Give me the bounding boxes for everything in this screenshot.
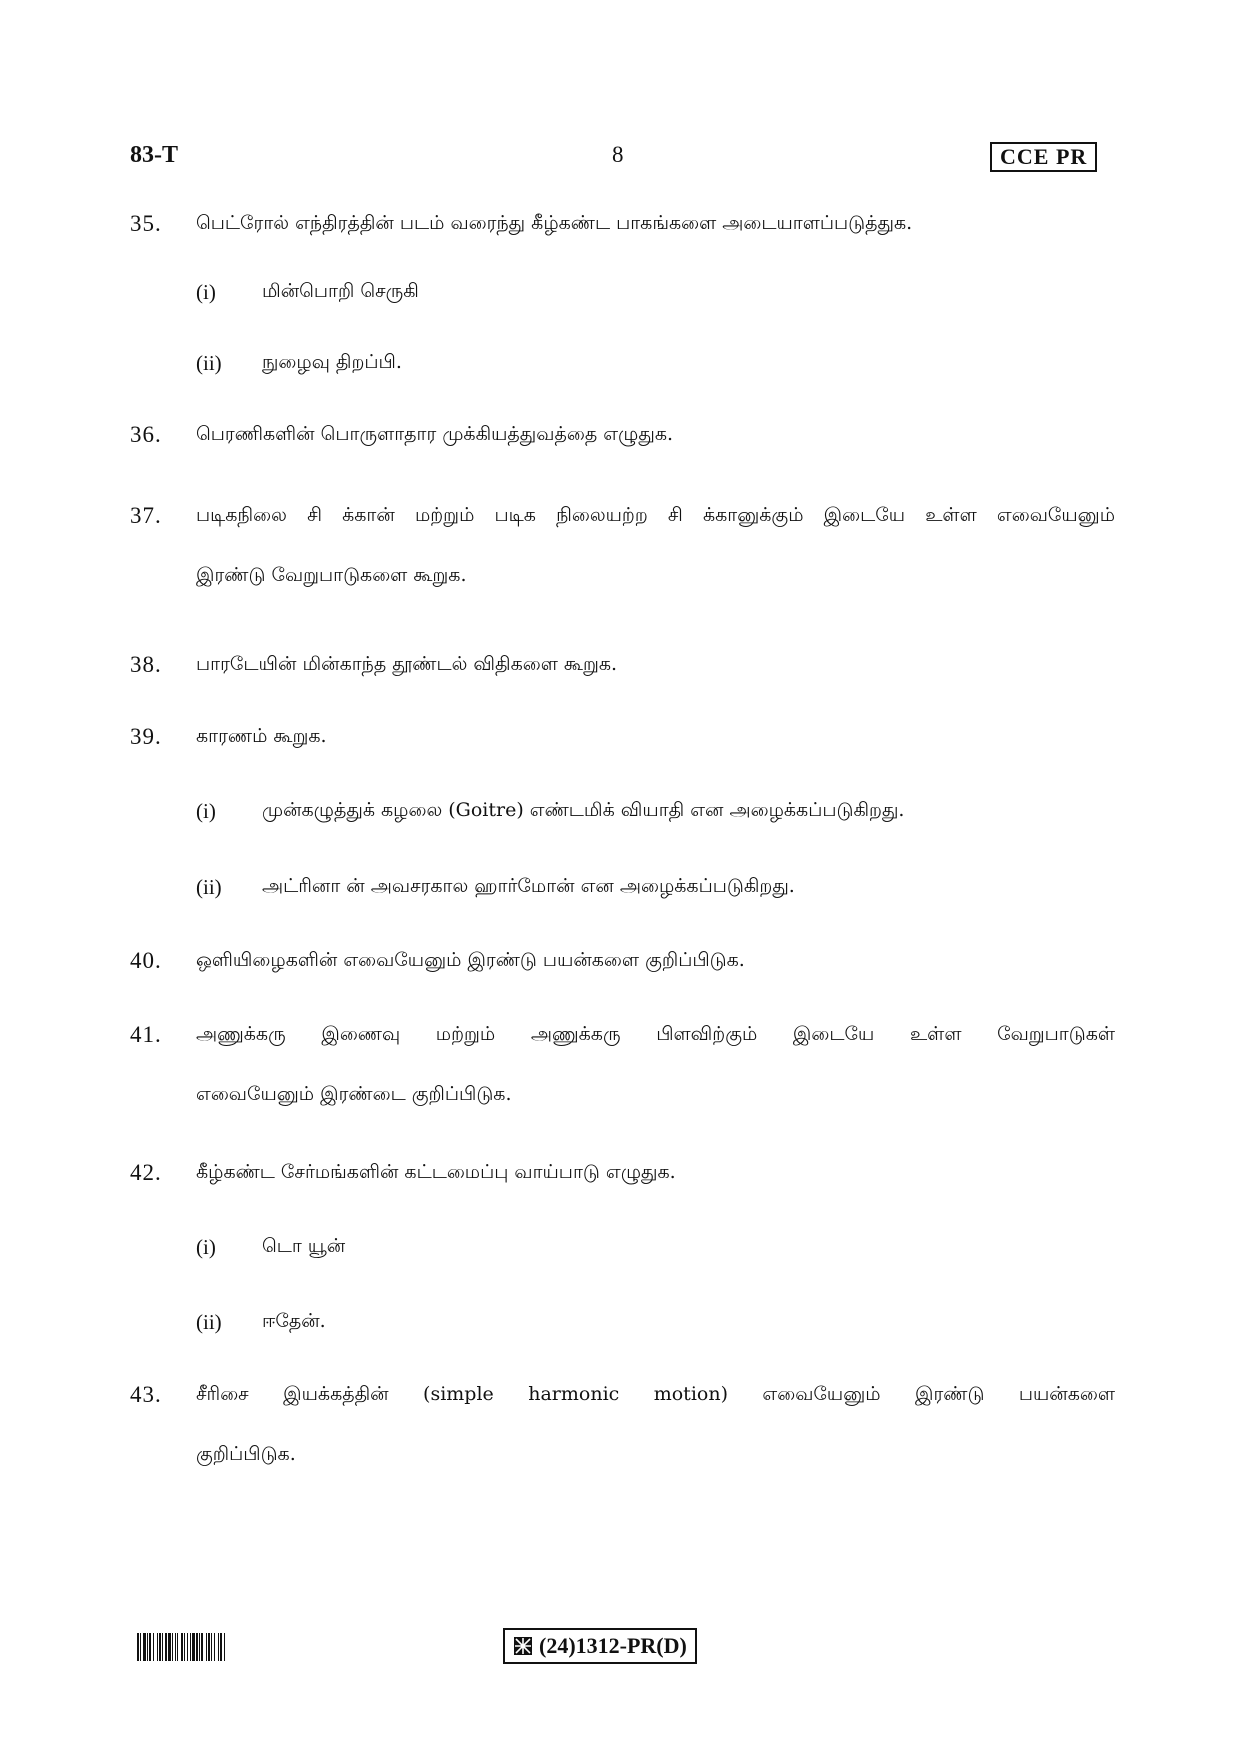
sub-text: டொ யூன்	[262, 1235, 346, 1257]
question-number: 38.	[130, 652, 162, 677]
question-text: கீழ்கண்ட சேர்மங்களின் கட்டமைப்பு வாய்பாடு எழுதுக.	[196, 1161, 676, 1183]
question-text	[196, 485, 1115, 605]
sub-label: (i)	[196, 1235, 216, 1259]
cross-box-icon	[513, 1636, 533, 1656]
sub-label: (i)	[196, 280, 216, 304]
question-line-1: சீரிசை இயக்கத்தின் (simple harmonic motion) எவையேனும் இரண்டு பயன்களை	[196, 1383, 1115, 1405]
question-number: 37.	[130, 503, 162, 528]
paper-code-box	[503, 1628, 697, 1664]
question-text	[196, 1364, 1115, 1484]
sub-text: நுழைவு திறப்பி.	[262, 351, 402, 373]
paper-code-header: 83-T	[130, 142, 178, 168]
sub-text: அட்ரினா ன் அவசரகால ஹார்மோன் என அழைக்கப்படுகிறது.	[262, 875, 795, 897]
page-number: 8	[612, 142, 624, 167]
question-number: 42.	[130, 1160, 162, 1185]
question-text: காரணம் கூறுக.	[196, 725, 327, 747]
sub-text: முன்கழுத்துக் கழலை (Goitre) எண்டமிக் வியாதி என அழைக்கப்படுகிறது.	[262, 799, 905, 821]
barcode	[137, 1633, 349, 1661]
series-box: CCE PR	[990, 142, 1097, 172]
question-text: ஒளியிழைகளின் எவையேனும் இரண்டு பயன்களை குறிப்பிடுக.	[196, 949, 745, 971]
paper-code: (24)1312-PR(D)	[539, 1633, 687, 1658]
question-line-1: படிகநிலை சி க்கான் மற்றும் படிக நிலையற்ற சி க்கானுக்கும் இடையே உள்ள எவையேனும்	[196, 504, 1115, 526]
question-number: 35.	[130, 211, 162, 236]
question-line-2: எவையேனும் இரண்டை குறிப்பிடுக.	[196, 1083, 512, 1105]
sub-text: ஈதேன்.	[262, 1310, 326, 1332]
question-line-2: குறிப்பிடுக.	[196, 1443, 296, 1465]
question-text: பெட்ரோல் எந்திரத்தின் படம் வரைந்து கீழ்கண்ட பாகங்களை அடையாளப்படுத்துக.	[196, 212, 913, 234]
question-text	[196, 1004, 1115, 1124]
question-line-2: இரண்டு வேறுபாடுகளை கூறுக.	[196, 564, 467, 586]
sub-label: (ii)	[196, 875, 222, 899]
sub-label: (i)	[196, 799, 216, 823]
question-text: பெரணிகளின் பொருளாதார முக்கியத்துவத்தை எழுதுக.	[196, 423, 674, 445]
sub-text: மின்பொறி செருகி	[262, 280, 419, 302]
question-number: 36.	[130, 422, 162, 447]
question-number: 39.	[130, 724, 162, 749]
question-number: 41.	[130, 1022, 162, 1047]
question-number: 43.	[130, 1382, 162, 1407]
question-number: 40.	[130, 948, 162, 973]
question-line-1: அணுக்கரு இணைவு மற்றும் அணுக்கரு பிளவிற்கும் இடையே உள்ள வேறுபாடுகள்	[196, 1023, 1115, 1045]
sub-label: (ii)	[196, 351, 222, 375]
question-text: பாரடேயின் மின்காந்த தூண்டல் விதிகளை கூறுக.	[196, 653, 618, 675]
sub-label: (ii)	[196, 1310, 222, 1334]
